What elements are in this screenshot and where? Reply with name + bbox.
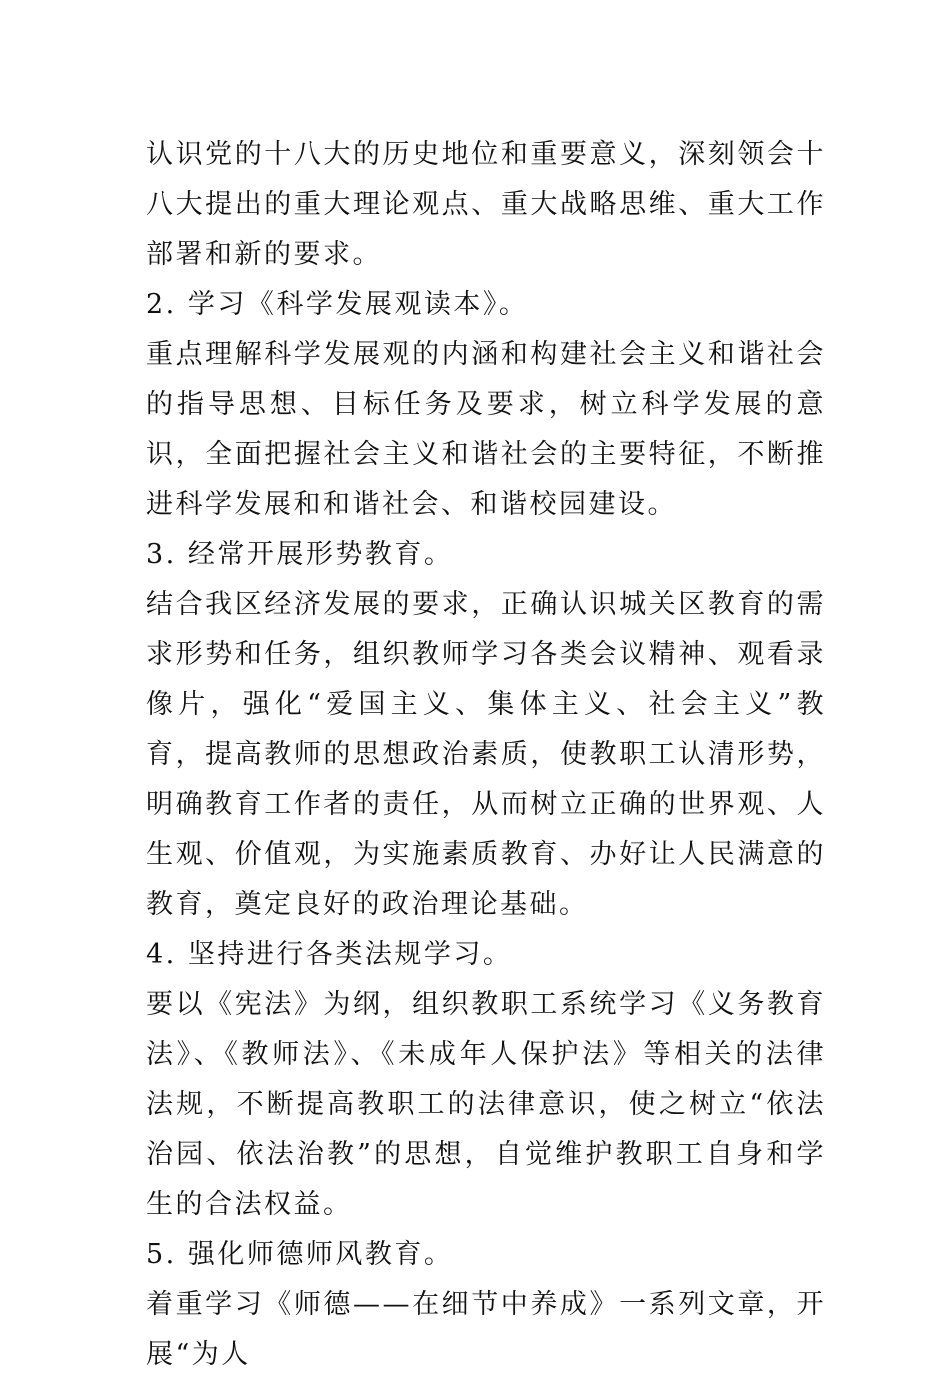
heading-item-3: 3. 经常开展形势教育。 — [146, 539, 454, 570]
heading-item-5: 5. 强化师德师风教育。 — [146, 1239, 454, 1270]
paragraph-situation-education: 结合我区经济发展的要求，正确认识城关区教育的需求形势和任务，组织教师学习各类会议精神、观看录像片，强化“爱国主义、集体主义、社会主义”教育，提高教师的思想政治素质，使教职工认清形势，明确教育工作者的责任，从而树立正确的世界观、人生观、价值观，为实施素质教育、办好让人民满意的教育，奠定良好的政治理论基础。 — [146, 589, 826, 920]
paragraph-party-congress: 认识党的十八大的历史地位和重要意义，深刻领会十八大提出的重大理论观点、重大战略思维、重大工作部署和新的要求。 — [146, 139, 826, 270]
heading-item-2: 2. 学习《科学发展观读本》。 — [146, 289, 529, 320]
paragraph-teacher-ethics: 着重学习《师德——在细节中养成》一系列文章，开展“为人 — [146, 1289, 826, 1370]
paragraph-scientific-development: 重点理解科学发展观的内涵和构建社会主义和谐社会的指导思想、目标任务及要求，树立科学发展的意识，全面把握社会主义和谐社会的主要特征，不断推进科学发展和和谐社会、和谐校园建设。 — [146, 339, 826, 520]
document-body — [146, 130, 826, 1380]
heading-item-4: 4. 坚持进行各类法规学习。 — [146, 939, 513, 970]
paragraph-law-study: 要以《宪法》为纲，组织教职工系统学习《义务教育法》、《教师法》、《未成年人保护法》等相关的法律法规，不断提高教职工的法律意识，使之树立“依法治园、依法治教”的思想，自觉维护教职工自身和学生的合法权益。 — [146, 989, 826, 1220]
